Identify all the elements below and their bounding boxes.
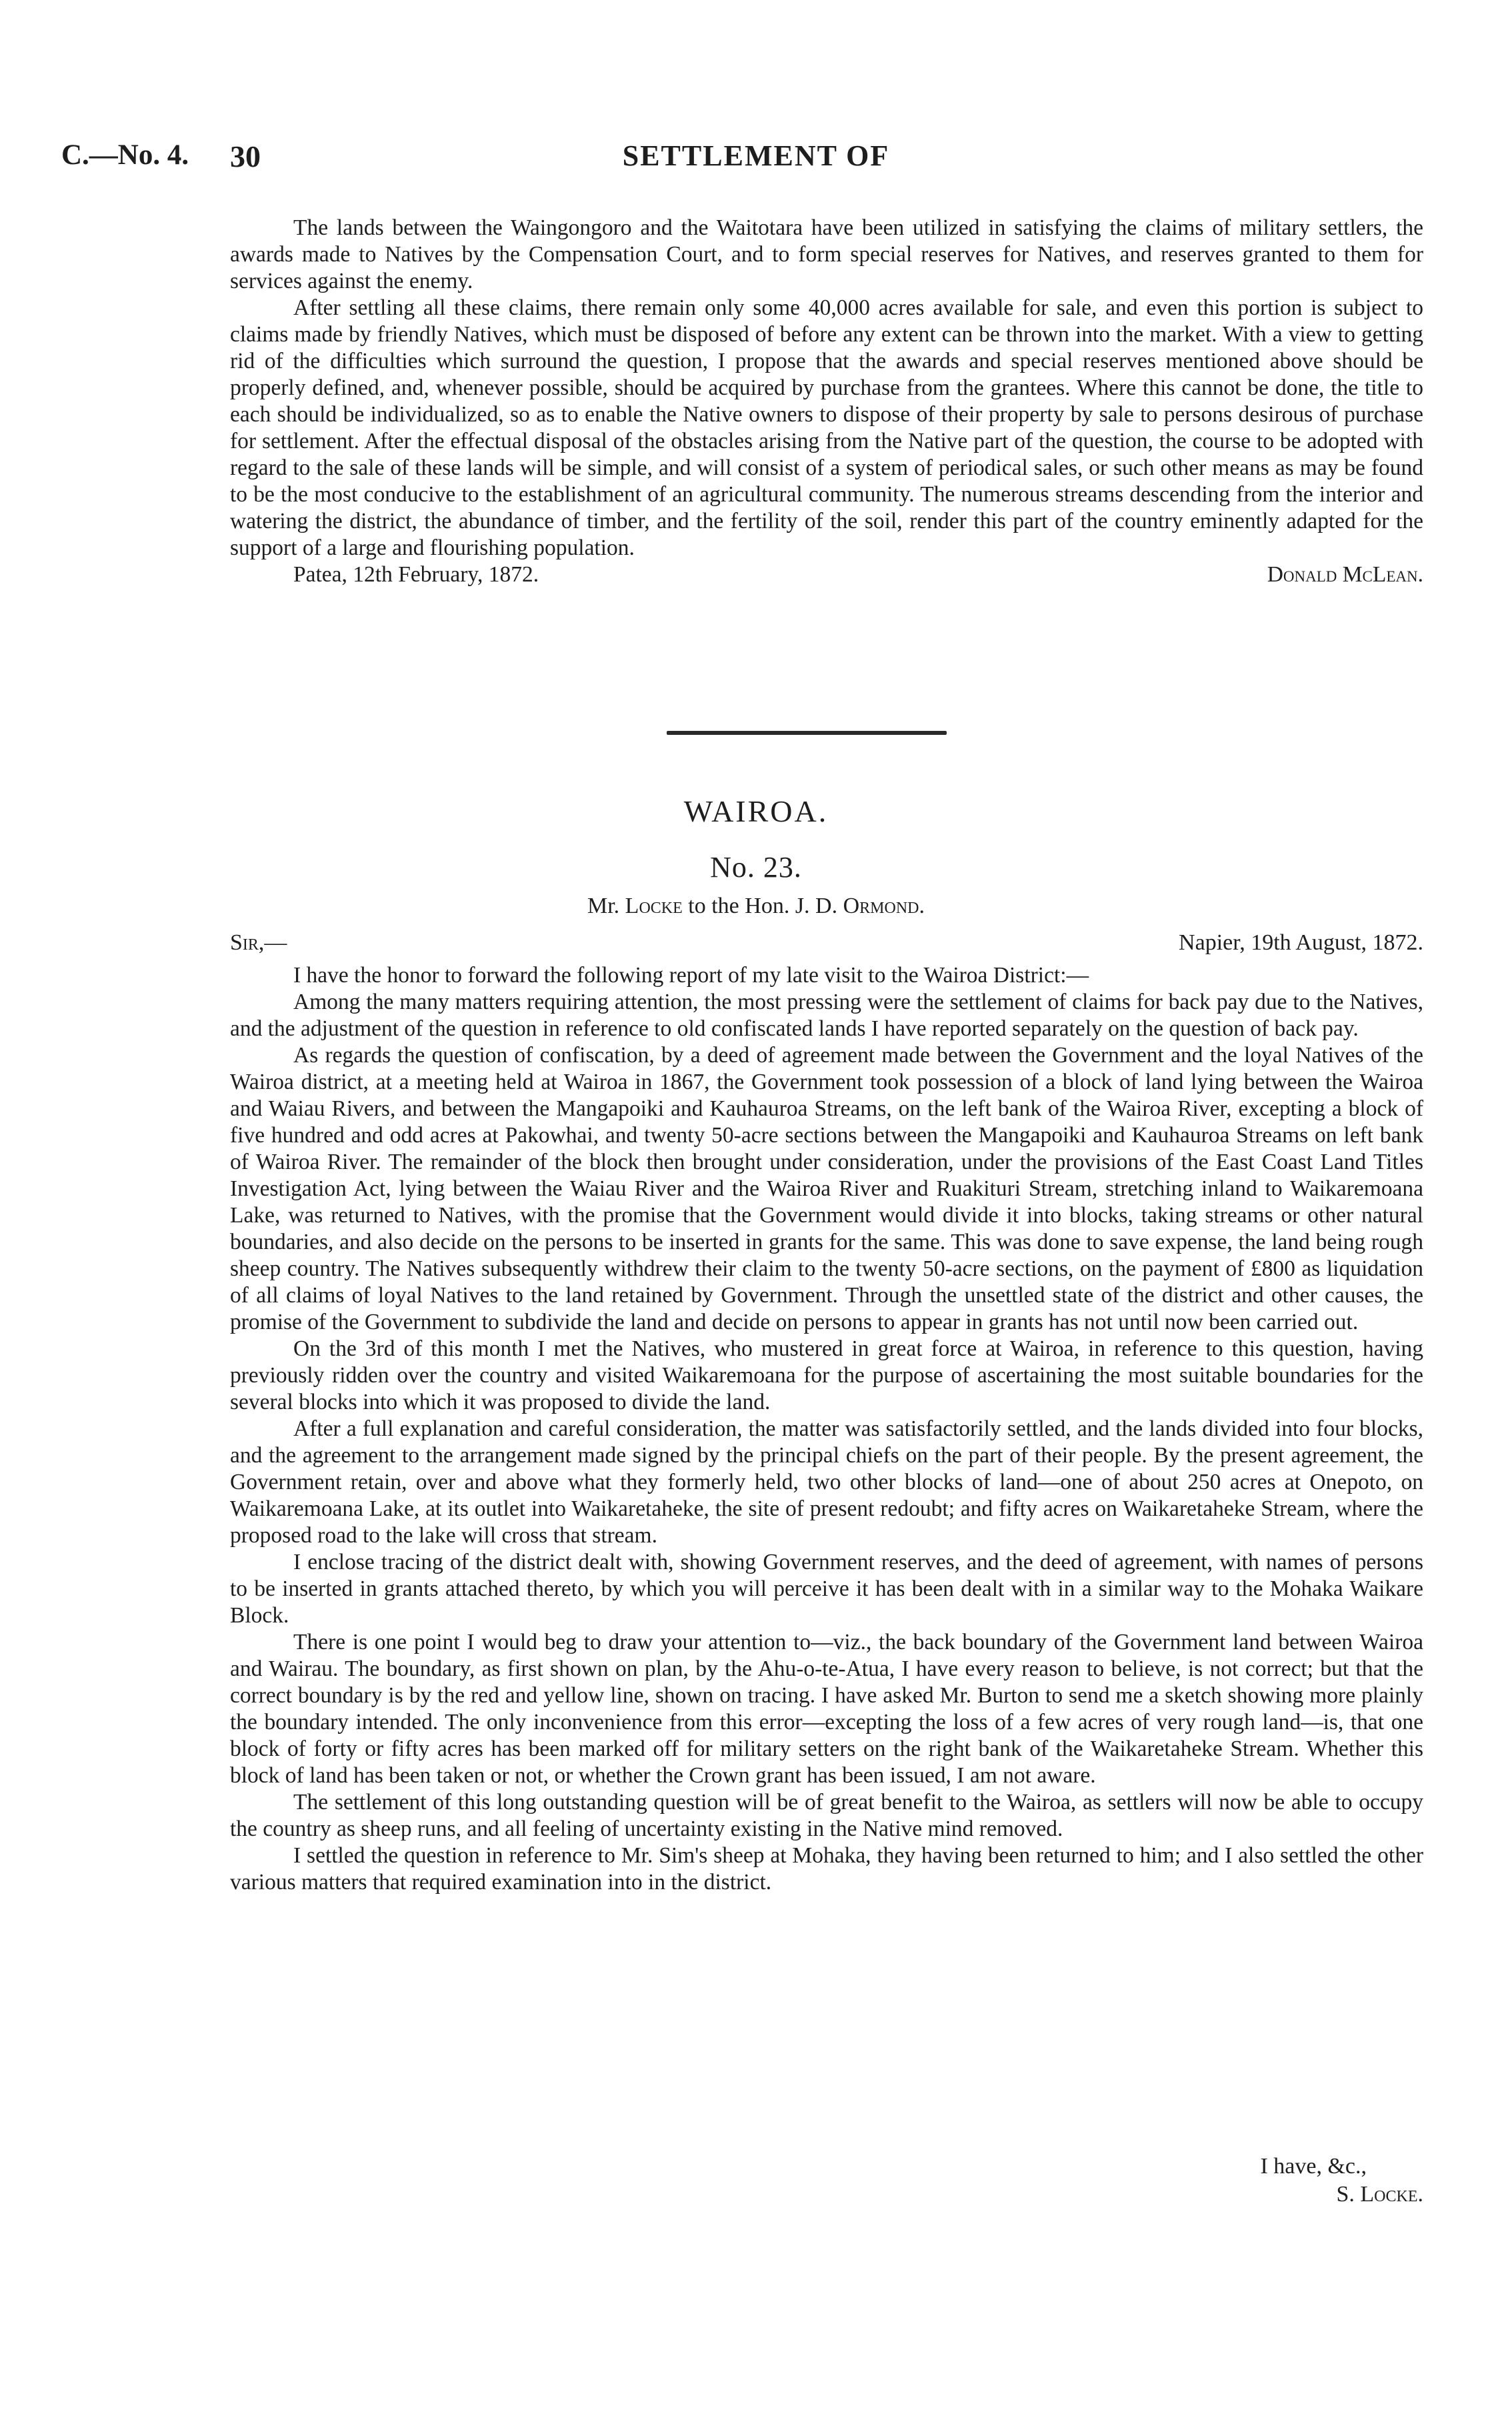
divider-rule [667,731,947,735]
to-text: to the Hon. J. D. [688,894,838,918]
letter-closing [230,2153,1423,2209]
running-title: SETTLEMENT OF [622,139,890,172]
paragraph: I settled the question in reference to Mr. Sim's sheep at Mohaka, they having been returned to him; and I also settled the other various matters that required examination into in the district. [230,1843,1423,1895]
section-patea-report [230,215,1423,591]
from-name: Locke [625,894,683,918]
page-header [0,139,1512,179]
paragraph: On the 3rd of this month I met the Natives, who mustered in great force at Wairoa, in reference to this question, having previously ridden over the country and visited Waikaremoana for the purpose of ascertaining the most suitable boundaries for the several blocks into which it was proposed to divide the land. [230,1336,1423,1414]
signature: S. Locke. [1336,2182,1423,2207]
signature-row [230,561,1423,591]
section-divider [0,727,1512,740]
paragraph: After settling all these claims, there remain only some 40,000 acres available for sale, and even this portion is subject to claims made by friendly Natives, which must be disposed of before any extent can be thrown into the market. With a view to getting rid of the difficulties which surround the question, I propose that the awards and special reserves mentioned above should be properly defined, and, whenever possible, should be acquired by purchase from the grantees. Where this cannot be done, the title to each should be individualized, so as to enable the Native owners to dispose of their property by sale to persons desirous of purchase for settlement. After the effectual disposal of the obstacles arising from the Native part of the question, the course to be adopted with regard to the sale of these lands will be simple, and will consist of a system of periodical sales, or such other means as may be found to be the most conducive to the establishment of an agricultural community. The numerous streams descending from the interior and watering the district, the abundance of timber, and the fertility of the soil, render this part of the country eminently adapted for the support of a large and flourishing population. [230,295,1423,560]
from-prefix: Mr. [587,894,620,918]
salutation: Sir,— [230,930,287,955]
signature: Donald McLean. [1267,562,1423,587]
paragraph: Among the many matters requiring attention, the most pressing were the settlement of claims for back pay due to the Natives, and the adjustment of the question in reference to old confiscated lands I have reported separately on the question of back pay. [230,990,1423,1041]
letter-number: No. 23. [710,851,802,884]
paragraph: I enclose tracing of the district dealt with, showing Government reserves, and the deed of agreement, with names of persons to be inserted in grants attached thereto, by which you will perceive it has been dealt with in a similar way to the Mohaka Waikare Block. [230,1550,1423,1628]
paragraph: The lands between the Waingongoro and the Waitotara have been utilized in satisfying the claims of military settlers, the awards made to Natives by the Compensation Court, and to form special reserves for Natives, and reserves granted to them for services against the enemy. [230,215,1423,293]
section-title: WAIROA. [683,794,829,828]
paragraph: I have the honor to forward the following report of my late visit to the Wairoa District:— [293,963,1089,988]
document-reference: C.—No. 4. [61,139,189,171]
closing-formula: I have, &c., [1260,2154,1367,2179]
salutation-row [230,930,1423,960]
to-name: Ormond. [843,894,925,918]
letter-date: Napier, 19th August, 1872. [1179,930,1423,955]
letter-correspondents [0,894,1512,919]
paragraph: After a full explanation and careful consideration, the matter was satisfactorily settled, and the lands divided into four blocks, and the agreement to the arrangement made signed by the principal chiefs on the part of their people. By the present agreement, the Government retain, over and above what they formerly held, two other blocks of land—one of about 250 acres at Onepoto, on Waikaremoana Lake, at its outlet into Waikaretaheke, the site of present redoubt; and fifty acres on Waikaretaheke Stream, where the proposed road to the lake will cross that stream. [230,1416,1423,1548]
page-number: 30 [230,139,261,173]
paragraph: The settlement of this long outstanding question will be of great benefit to the Wairoa, as settlers will now be able to occupy the country as sheep runs, and all feeling of uncertainty existing in the Native mind removed. [230,1790,1423,1841]
section-wairoa-letter [230,962,1423,1896]
paragraph: As regards the question of confiscation, by a deed of agreement made between the Government and the loyal Natives of the Wairoa district, at a meeting held at Wairoa in 1867, the Government took possession of a block of land lying between the Wairoa and Waiau Rivers, and between the Mangapoiki and Kauhauroa Streams, on the left bank of the Wairoa River, excepting a block of five hundred and odd acres at Pakowhai, and twenty 50-acre sections between the Mangapoiki and Kauhauroa Streams on left bank of Wairoa River. The remainder of the block then brought under consideration, under the provisions of the East Coast Land Titles Investigation Act, lying between the Waiau River and the Wairoa River and Ruakituri Stream, stretching inland to Waikaremoana Lake, was returned to Natives, with the promise that the Government would divide it into blocks, taking streams or other natural boundaries, and also decide on the persons to be inserted in grants for the same. This was done to save expense, the land being rough sheep country. The Natives subsequently withdrew their claim to the twenty 50-acre sections, on the payment of £800 as liquidation of all claims of loyal Natives to the land retained by Government. Through the unsettled state of the district and other causes, the promise of the Government to subdivide the land and decide on persons to appear in grants has not until now been carried out. [230,1043,1423,1334]
place-date: Patea, 12th February, 1872. [293,562,539,587]
paragraph: There is one point I would beg to draw your attention to—viz., the back boundary of the Government land between Wairoa and Wairau. The boundary, as first shown on plan, by the Ahu-o-te-Atua, I have every reason to believe, is not correct; but that the correct boundary is by the red and yellow line, shown on tracing. I have asked Mr. Burton to send me a sketch showing more plainly the boundary intended. The only inconvenience from this error—excepting the loss of a few acres of very rough land—is, that one block of forty or fifty acres has been marked off for military setters on the right bank of the Waikaretaheke Stream. Whether this block of land has been taken or not, or whether the Crown grant has been issued, I am not aware. [230,1630,1423,1788]
